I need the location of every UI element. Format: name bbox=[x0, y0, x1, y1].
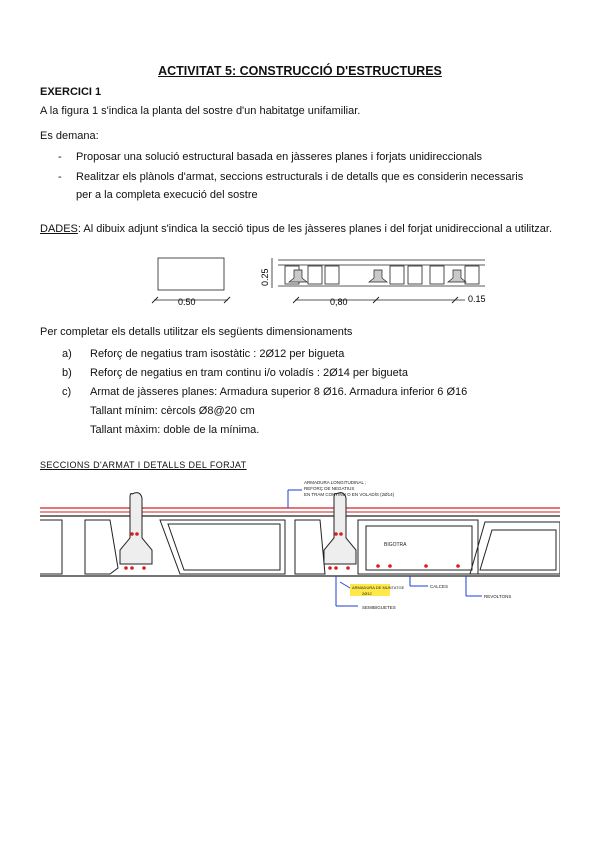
ask-item: Realitzar els plànols d'armat, seccions estructurals i de detalls que es considerin necessaris bbox=[76, 171, 524, 183]
assembly-label: ARMADURA DE MUNTATGE bbox=[352, 585, 405, 590]
detail-marker: c) bbox=[62, 386, 72, 398]
joist-section bbox=[289, 270, 466, 282]
concrete-label: CALCES bbox=[430, 584, 449, 589]
data-label: DADES bbox=[40, 223, 78, 235]
detail-item: Reforç de negatius en tram continu i/o voladís : 2Ø14 per bigueta bbox=[90, 367, 408, 379]
half-joist-label: SEMIBIGUETES bbox=[362, 605, 396, 610]
data-text: : Al dibuix adjunt s'indica la secció tipus de les jàsseres planes i del forjat unidireccional a utilitzar. bbox=[77, 223, 553, 235]
beam-label: BIGOTRA bbox=[384, 542, 407, 548]
detail-item: Armat de jàsseres planes: Armadura superior 8 Ø16. Armadura inferior 6 Ø16 bbox=[90, 386, 468, 398]
half-joist bbox=[120, 493, 152, 564]
joist-width-label: 0.15 bbox=[468, 294, 486, 304]
exercise-heading: EXERCICI 1 bbox=[40, 86, 102, 98]
half-joist bbox=[324, 493, 356, 564]
longitudinal-label: ARMADURA LONGITUDINAL ; bbox=[304, 480, 367, 485]
negatives-label: REFORÇ DE NEGATIUS bbox=[304, 486, 355, 491]
detail-marker: b) bbox=[62, 367, 72, 379]
beam-section bbox=[158, 258, 224, 290]
ask-item-continuation: per a la completa execució del sostre bbox=[76, 189, 258, 201]
bullet-dash: - bbox=[58, 151, 62, 163]
filler-label: REVOLTONS bbox=[484, 594, 512, 599]
detail-item: Reforç de negatius tram isostàtic : 2Ø12 per bigueta bbox=[90, 348, 345, 360]
details-intro: Per completar els detalls utilitzar els següents dimensionaments bbox=[40, 326, 353, 338]
detail-marker: a) bbox=[62, 348, 72, 360]
section-heading: SECCIONS D'ARMAT I DETALLS DEL FORJAT bbox=[40, 460, 247, 470]
data-paragraph bbox=[40, 222, 552, 236]
page-title: ACTIVITAT 5: CONSTRUCCIÓ D'ESTRUCTURES bbox=[158, 64, 442, 78]
intro-text: A la figura 1 s'indica la planta del sostre d'un habitatge unifamiliar. bbox=[40, 105, 361, 117]
beam-block bbox=[358, 520, 478, 574]
section-drawing bbox=[140, 252, 500, 314]
slab-height-label: 0.25 bbox=[260, 268, 270, 286]
continuous-label: EN TRAM CONTINU O EN VOLADÍS (2Ø14) bbox=[304, 492, 395, 497]
ask-label: Es demana: bbox=[40, 130, 99, 142]
beam-width-label: 0.50 bbox=[178, 297, 196, 307]
ask-item: Proposar una solució estructural basada en jàsseres planes i forjats unidireccionals bbox=[76, 151, 483, 163]
bullet-dash: - bbox=[58, 171, 62, 183]
assembly-qty: 2Ø12 bbox=[362, 591, 372, 596]
reinforcement-sketch bbox=[40, 472, 560, 628]
joist-spacing-label: 0,80 bbox=[330, 297, 348, 307]
shear-max: Tallant màxim: doble de la mínima. bbox=[90, 424, 260, 436]
shear-min: Tallant mínim: cèrcols Ø8@20 cm bbox=[90, 405, 255, 417]
filler-block bbox=[160, 520, 285, 574]
